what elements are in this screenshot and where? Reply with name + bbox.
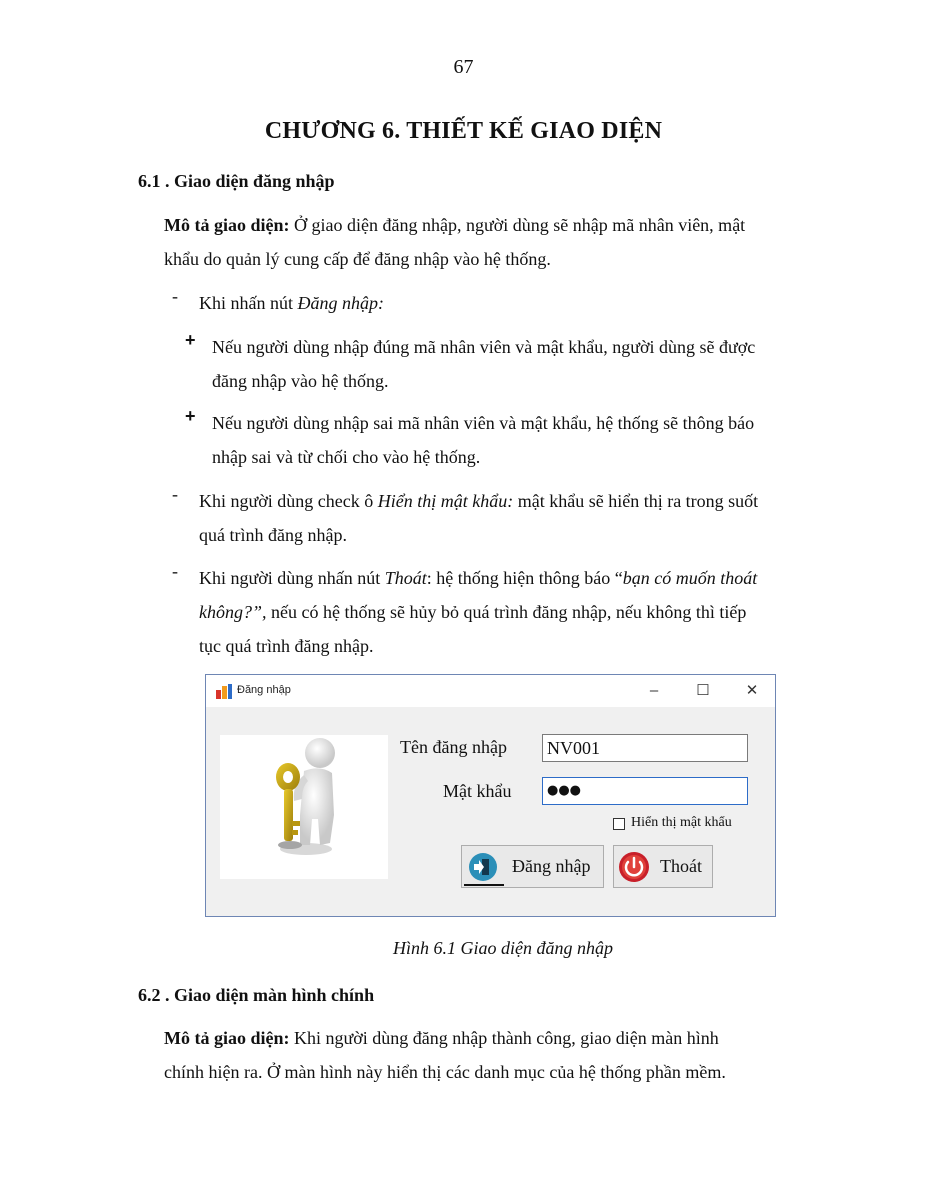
person-with-key-icon	[220, 735, 388, 879]
description-text: Ở giao diện đăng nhập, người dùng sẽ nhập mã nhân viên, mật	[289, 215, 746, 235]
close-button[interactable]: ✕	[745, 682, 759, 699]
show-password-checkbox[interactable]	[613, 818, 625, 830]
button-underline	[464, 884, 504, 886]
exit-button-label: Thoát	[660, 856, 702, 876]
username-label: Tên đăng nhập	[400, 737, 507, 757]
title-bar[interactable]	[206, 675, 775, 707]
bullet-login-button: Khi nhấn nút Đăng nhập:	[199, 293, 384, 313]
power-icon	[618, 851, 650, 883]
figure-caption: Hình 6.1 Giao diện đăng nhập	[393, 938, 613, 958]
sub-bullet-correct-login: Nếu người dùng nhập đúng mã nhân viên và mật khẩu, người dùng sẽ được đăng nhập vào hệ thống.	[212, 337, 756, 391]
login-window	[205, 674, 776, 917]
section-heading-6-2: 6.2 . Giao diện màn hình chính	[138, 985, 375, 1005]
sub-bullet-marker: +	[185, 330, 196, 350]
login-button[interactable]	[461, 845, 604, 888]
exit-button[interactable]	[613, 845, 713, 888]
chapter-title: CHƯƠNG 6. THIẾT KẾ GIAO DIỆN	[264, 118, 663, 144]
sub-bullet-wrong-login: Nếu người dùng nhập sai mã nhân viên và mật khẩu, hệ thống sẽ thông báo nhập sai và từ chối cho vào hệ thống.	[212, 413, 755, 467]
bullet-marker: -	[172, 484, 178, 504]
description-text-2: khẩu do quản lý cung cấp để đăng nhập vào hệ thống.	[164, 249, 551, 269]
login-button-label: Đăng nhập	[512, 856, 591, 876]
minimize-button[interactable]: –	[649, 682, 659, 699]
bullet-marker: -	[172, 561, 178, 581]
section2-description: Mô tả giao diện: Khi người dùng đăng nhập thành công, giao diện màn hình chính hiện ra. Ở màn hình này hiển thị các danh mục của hệ thống phần mềm.	[164, 1028, 726, 1082]
section-heading-6-1: 6.1 . Giao diện đăng nhập	[138, 171, 335, 191]
login-arrow-icon	[468, 852, 498, 882]
password-input[interactable]: ●●●	[542, 777, 748, 805]
show-password-label[interactable]: Hiển thị mật khẩu	[631, 815, 732, 830]
username-input[interactable]: NV001	[542, 734, 748, 762]
bullet-exit-button: Khi người dùng nhấn nút Thoát: hệ thống hiện thông báo “bạn có muốn thoát không?”, nếu có hệ thống sẽ hủy bỏ quá trình đăng nhập, nếu không thì tiếp tục quá trình đăng nhập.	[199, 568, 758, 656]
window-title: Đăng nhập	[237, 684, 291, 696]
maximize-button[interactable]: ☐	[696, 682, 710, 699]
app-logo-icon	[216, 684, 232, 700]
page-number: 67	[453, 56, 474, 78]
bullet-show-password: Khi người dùng check ô Hiển thị mật khẩu: mật khẩu sẽ hiển thị ra trong suốt quá trình đăng nhập.	[199, 491, 759, 545]
section1-description	[164, 208, 817, 276]
password-label: Mật khẩu	[443, 781, 512, 801]
bullet-marker: -	[172, 286, 178, 306]
login-illustration	[220, 735, 388, 879]
sub-bullet-marker: +	[185, 406, 196, 426]
description-label: Mô tả giao diện:	[164, 215, 290, 235]
